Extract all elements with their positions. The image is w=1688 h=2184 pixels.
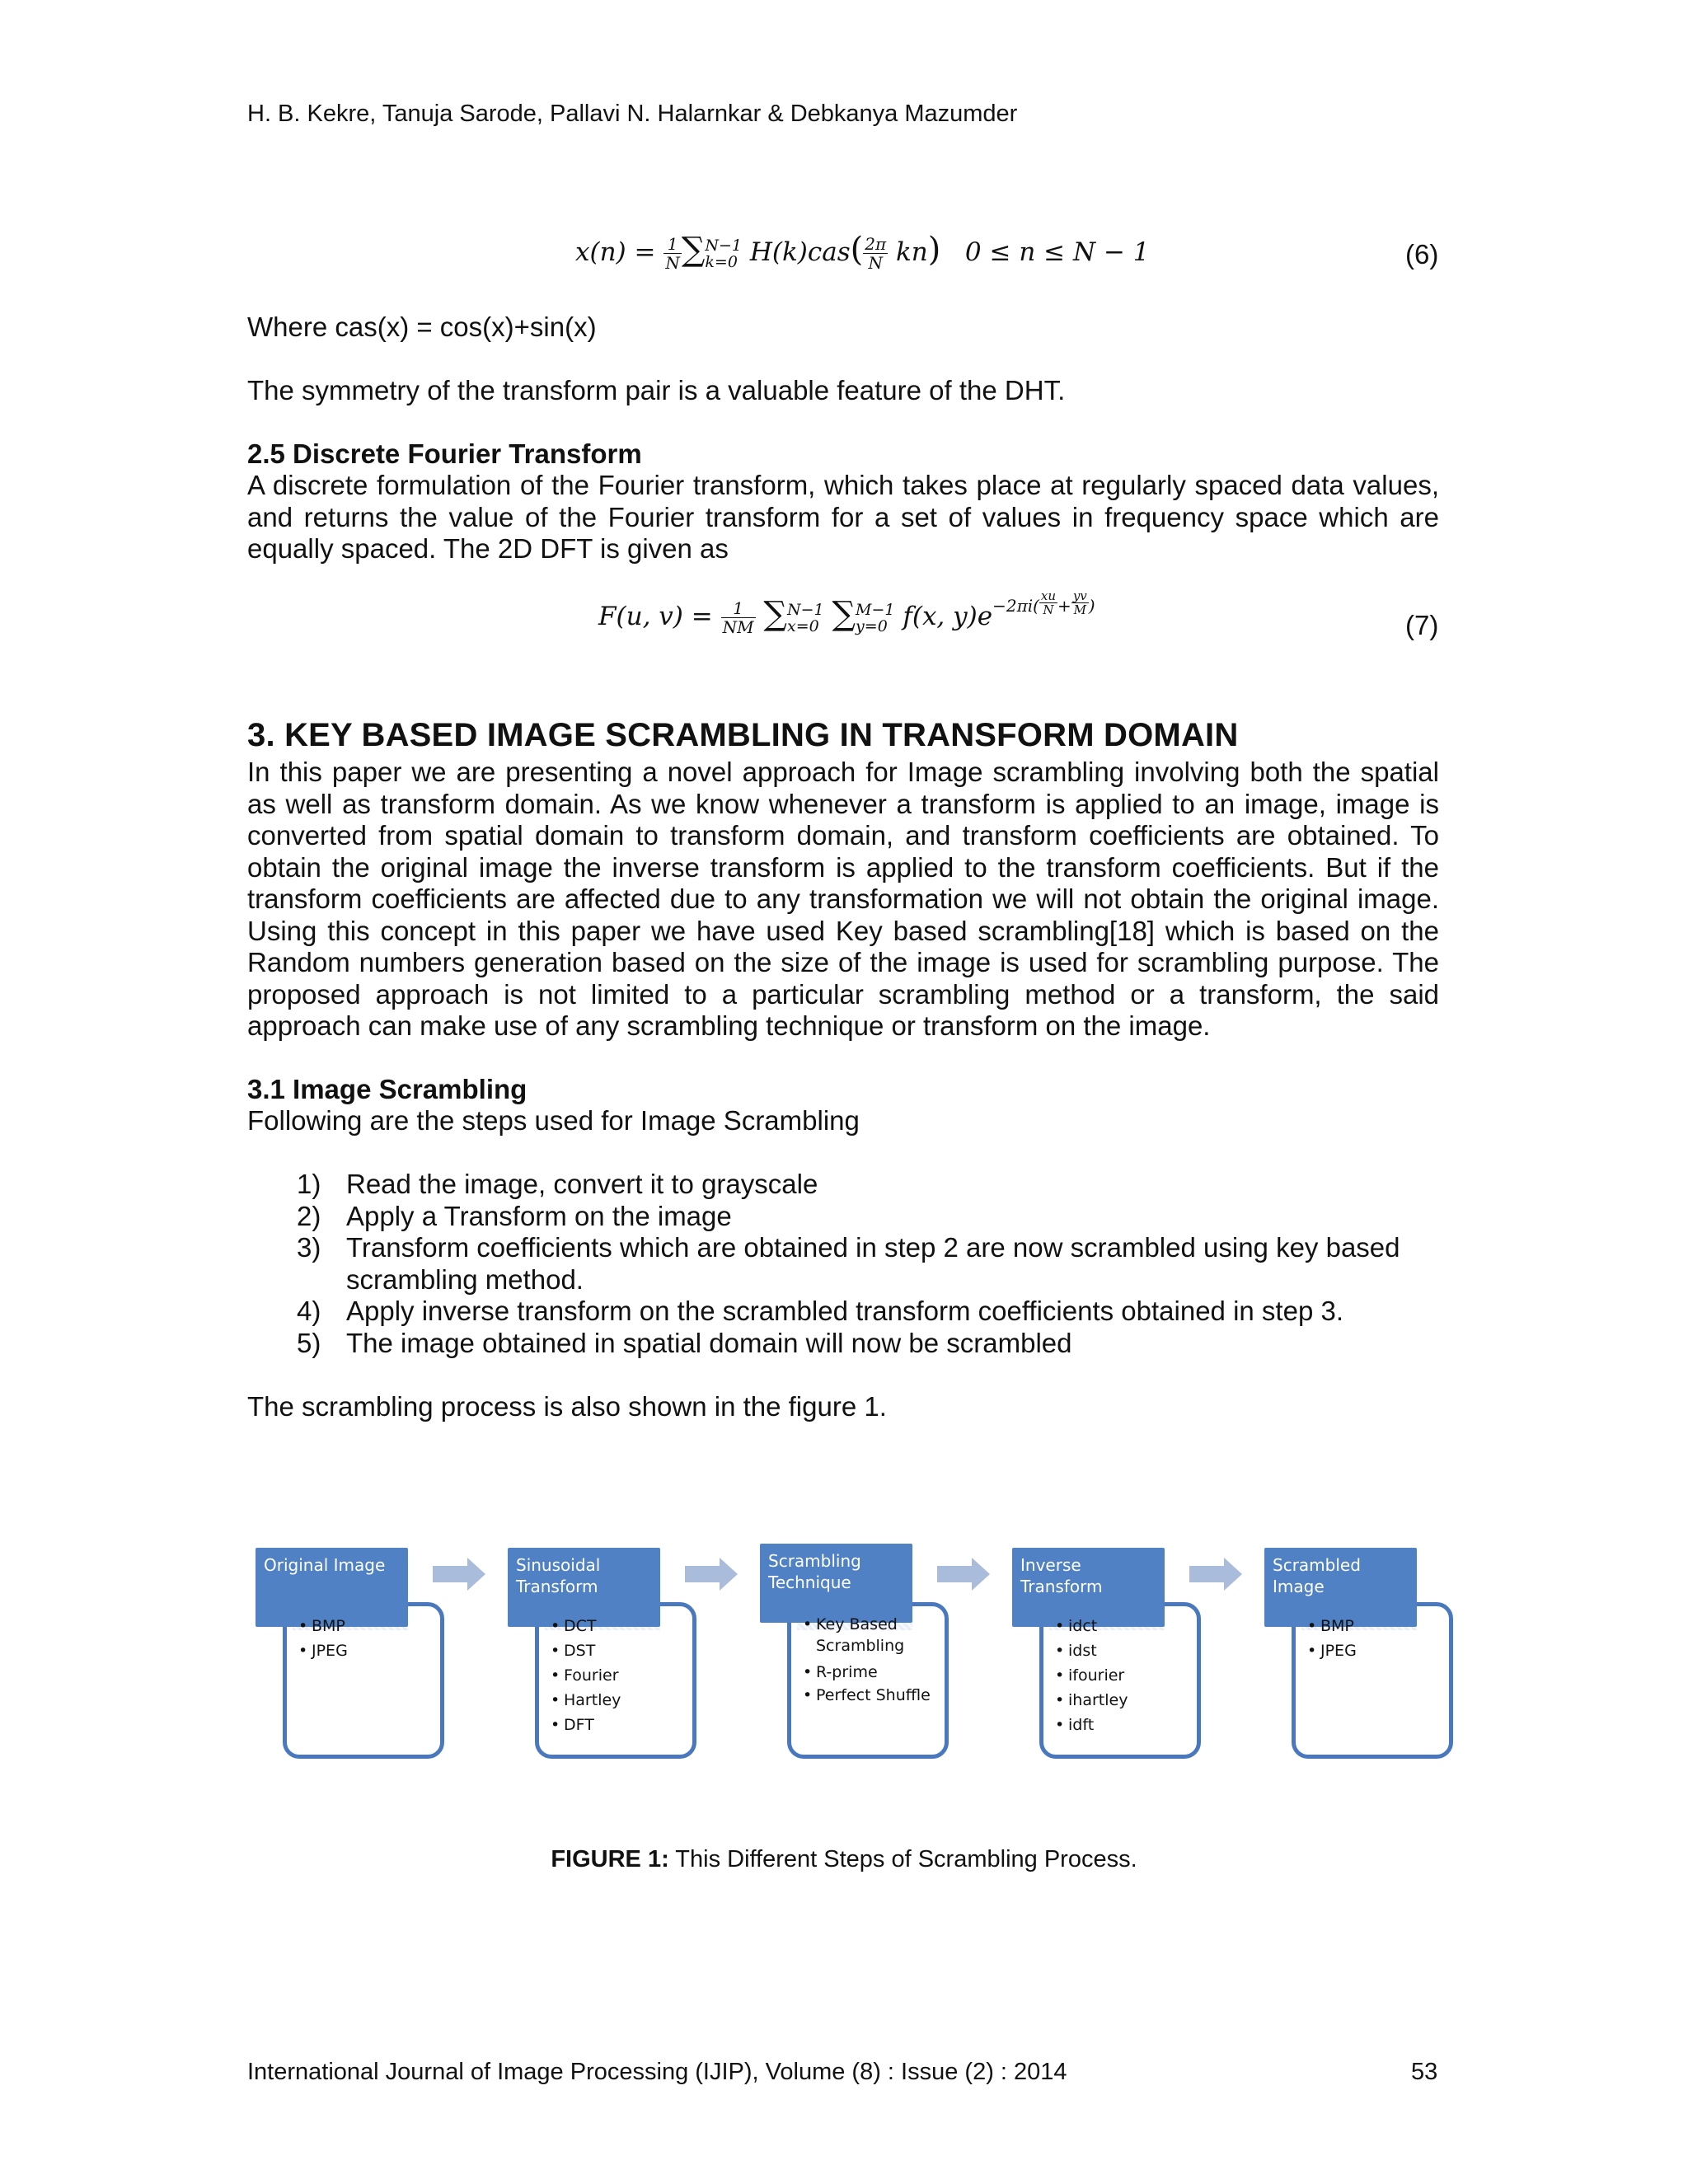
box-original-image-title: Original Image: [256, 1548, 408, 1627]
list-item: 1) Read the image, convert it to grayscale: [297, 1169, 818, 1199]
list-item: • BMP: [298, 1614, 348, 1638]
box-scrambling-technique-title: Scrambling Technique: [760, 1544, 912, 1623]
section-2-5-paragraph: A discrete formulation of the Fourier transform, which takes place at regularly spaced data values, and returns the value of the Fourier transform for a set of values in frequency space which are equally spaced. The 2D DFT is given as: [247, 470, 1439, 564]
box-original-image-items: [298, 1614, 348, 1663]
right-arrow-icon: [1189, 1558, 1242, 1591]
symmetry-line: The symmetry of the transform pair is a valuable feature of the DHT.: [247, 375, 1066, 405]
equation-6: x(n) = $\frac{1}{N}$ ∑ N−1 k=0 H(k)cas( $\frac{2\pi}{N}$ kn) 0 ≤ n ≤ N − 1: [575, 231, 1150, 273]
list-item: 4) Apply inverse transform on the scrambled transform coefficients obtained in step 3.: [297, 1296, 1343, 1326]
section-3-1-heading: 3.1 Image Scrambling: [247, 1074, 528, 1104]
list-item: • ihartley: [1055, 1688, 1128, 1713]
equation-7: F(u, v) = $\frac{1}{NM}$ ∑ N−1 x=0 ∑ M−1 y=0 f(x, $y)e^{-2\pi i(}$ $\frac{xu}{N}$ + $\frac{yv}{M}$ ): [598, 588, 1095, 637]
list-item: • R-prime: [803, 1660, 943, 1685]
right-arrow-icon: [937, 1558, 990, 1591]
section-3-1-intro: Following are the steps used for Image Scrambling: [247, 1105, 860, 1136]
list-item: 2) Apply a Transform on the image: [297, 1200, 732, 1231]
list-item: • DFT: [551, 1713, 621, 1737]
list-item: • JPEG: [298, 1638, 348, 1663]
right-arrow-icon: [685, 1558, 738, 1591]
list-item: • Key Based Scrambling: [803, 1614, 943, 1657]
equation-7-number: (7): [1405, 610, 1439, 640]
box-sinusoidal-transform-title: Sinusoidal Transform: [508, 1548, 660, 1627]
where-line: Where cas(x) = cos(x)+sin(x): [247, 312, 597, 342]
list-item: • BMP: [1307, 1614, 1357, 1638]
list-item: • ifourier: [1055, 1663, 1128, 1688]
section-3-heading: 3. KEY BASED IMAGE SCRAMBLING IN TRANSFORM DOMAIN: [247, 717, 1239, 753]
list-item: • idct: [1055, 1614, 1128, 1638]
caption-text: This Different Steps of Scrambling Process.: [668, 1846, 1137, 1872]
footer-page-number: 53: [1411, 2059, 1438, 2085]
box-inverse-transform-title: Inverse Transform: [1012, 1548, 1165, 1627]
box-scrambled-image-title: Scrambled Image: [1264, 1548, 1417, 1627]
section-2-5-heading: 2.5 Discrete Fourier Transform: [247, 438, 642, 469]
list-item: • idst: [1055, 1638, 1128, 1663]
list-item: • Fourier: [551, 1663, 621, 1688]
box-scrambling-technique-items: [803, 1614, 943, 1709]
equation-6-number: (6): [1405, 239, 1439, 269]
list-item: • DST: [551, 1638, 621, 1663]
running-header: H. B. Kekre, Tanuja Sarode, Pallavi N. Halarnkar & Debkanya Mazumder: [247, 101, 1018, 127]
list-item: 5) The image obtained in spatial domain will now be scrambled: [297, 1327, 1072, 1358]
footer-journal: International Journal of Image Processing (IJIP), Volume (8) : Issue (2) : 2014: [247, 2059, 1067, 2085]
list-item: 3) Transform coefficients which are obtained in step 2 are now scrambled using key based scrambling method.: [297, 1232, 1400, 1295]
right-arrow-icon: [433, 1558, 485, 1591]
box-sinusoidal-transform-items: [551, 1614, 621, 1737]
caption-label: FIGURE 1:: [551, 1846, 669, 1872]
box-inverse-transform-items: [1055, 1614, 1128, 1737]
list-item: • Hartley: [551, 1688, 621, 1713]
figure-reference-line: The scrambling process is also shown in the figure 1.: [247, 1391, 887, 1422]
list-item: • idft: [1055, 1713, 1128, 1737]
box-scrambled-image-items: [1307, 1614, 1357, 1663]
figure-1-caption: [0, 1846, 1688, 1873]
section-3-paragraph: In this paper we are presenting a novel approach for Image scrambling involving both the spatial as well as transform domain. As we know whenever a transform is applied to an image, image is converted from spatial domain to transform domain, and transform coefficients are obtained. To obtain the original image the inverse transform is applied to the transform coefficients. But if the transform coefficients are affected due to any transformation we will not obtain the original image. Using this concept in this paper we have used Key based scrambling[18] which is based on the Random numbers generation based on the size of the image is used for scrambling purpose. The proposed approach is not limited to a particular scrambling method or a transform, the said approach can make use of any scrambling technique or transform on the image.: [247, 757, 1439, 1041]
list-item: • Perfect Shuffle: [803, 1685, 943, 1706]
list-item: • JPEG: [1307, 1638, 1357, 1663]
list-item: • DCT: [551, 1614, 621, 1638]
